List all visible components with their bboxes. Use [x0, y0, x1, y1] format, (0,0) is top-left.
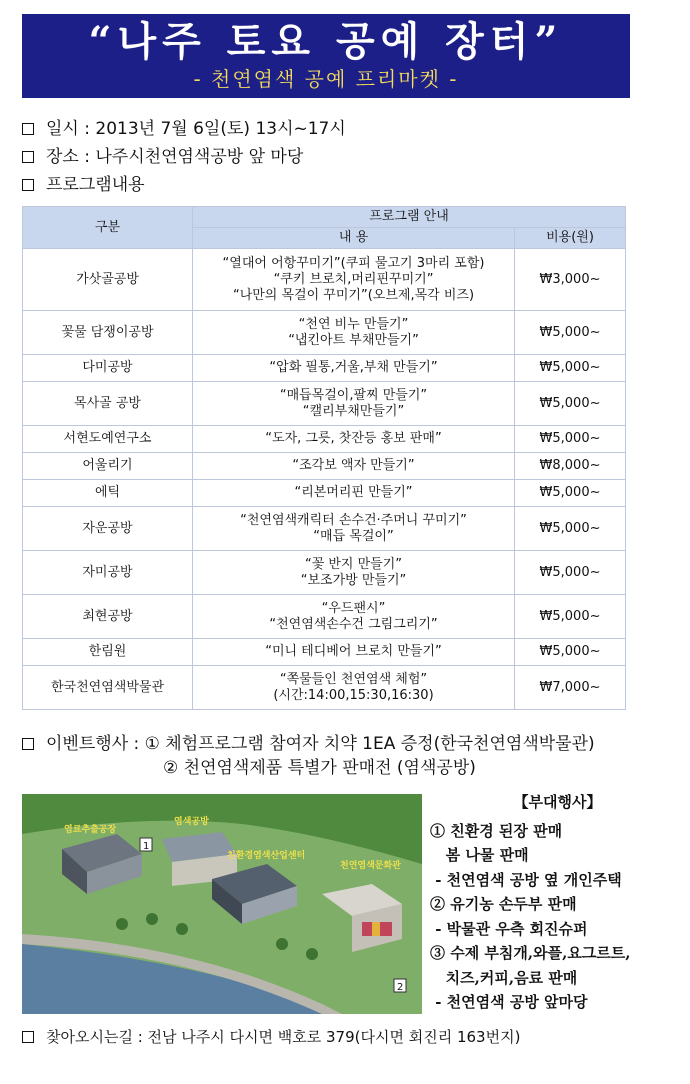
program-content	[193, 666, 515, 710]
program-table-body	[23, 249, 626, 710]
program-price: ₩3,000~	[515, 249, 626, 311]
workshop-name: 에틱	[23, 480, 193, 507]
program-price: ₩5,000~	[515, 382, 626, 426]
workshop-name: 최현공방	[23, 595, 193, 639]
workshop-name: 꽃물 담쟁이공방	[23, 311, 193, 355]
program-content	[193, 551, 515, 595]
program-line: “꽃 반지 만들기”	[304, 556, 403, 572]
table-row	[23, 311, 626, 355]
side-events-list	[430, 819, 685, 1015]
table-row	[23, 480, 626, 507]
title-banner	[22, 14, 630, 98]
program-line: “캘리부채만들기”	[302, 403, 405, 419]
checkbox-icon	[22, 179, 34, 191]
label-culture-hall: 천연염색문화관	[340, 861, 401, 871]
program-heading-line	[22, 174, 145, 196]
table-row	[23, 666, 626, 710]
program-line: “도자, 그릇, 찻잔등 홍보 판매”	[265, 431, 442, 446]
program-line: “매듭 목걸이”	[313, 528, 394, 544]
checkbox-icon	[22, 151, 34, 163]
workshop-name: 한국천연염색박물관	[23, 666, 193, 710]
program-table	[22, 206, 626, 710]
workshop-name: 서현도예연구소	[23, 426, 193, 453]
place-line	[22, 146, 303, 168]
program-line: “냅킨아트 부채만들기”	[288, 332, 419, 348]
program-line: “쪽물들인 천연염색 체험”	[279, 671, 428, 687]
event-section	[22, 732, 595, 780]
side-event-line: - 천연염색 공방 앞마당	[430, 993, 588, 1011]
program-line: “압화 필통,거울,부채 만들기”	[269, 360, 438, 375]
label-dye-workshop: 염색공방	[174, 817, 209, 827]
program-content	[193, 639, 515, 666]
table-row	[23, 595, 626, 639]
side-event-line: ② 유기농 손두부 판매	[430, 895, 577, 913]
datetime-text: 일시 : 2013년 7월 6일(토) 13시~17시	[46, 119, 346, 139]
workshop-name: 자운공방	[23, 507, 193, 551]
program-line: “천연염색손수건 그림그리기”	[269, 616, 438, 632]
program-content	[193, 311, 515, 355]
program-content	[193, 453, 515, 480]
side-event-line: ③ 수제 부침개,와플,요그르트,	[430, 944, 631, 962]
program-line: “미니 테디베어 브로치 만들기”	[265, 644, 442, 659]
program-line: “매듭목걸이,팔찌 만들기”	[279, 387, 428, 403]
event-line-1-text: 이벤트행사 : ① 체험프로그램 참여자 치약 1EA 증정(한국천연염색박물관)	[46, 734, 595, 754]
table-row	[23, 355, 626, 382]
program-line: “보조가방 만들기”	[300, 572, 407, 588]
program-line: “조각보 액자 만들기”	[292, 458, 415, 473]
program-price: ₩7,000~	[515, 666, 626, 710]
page-title: “나주 토요 공예 장터”	[88, 18, 564, 65]
workshop-name: 목사골 공방	[23, 382, 193, 426]
side-event-line: 봄 나물 판매	[430, 846, 529, 864]
program-line: “천연염색캐릭터 손수건·주머니 꾸미기”	[240, 512, 467, 528]
program-line: “천연 비누 만들기”	[298, 316, 409, 332]
program-line: “리본머리핀 만들기”	[294, 485, 413, 500]
directions-text: 찾아오시는길 : 전남 나주시 다시면 백호로 379(다시면 회진리 163번지)	[46, 1028, 521, 1046]
side-event-line: - 박물관 우측 회진슈퍼	[430, 919, 588, 938]
program-price: ₩8,000~	[515, 453, 626, 480]
checkbox-icon	[22, 1031, 34, 1043]
side-event-line: ① 친환경 된장 판매	[430, 821, 563, 840]
program-content	[193, 426, 515, 453]
checkbox-icon	[22, 123, 34, 135]
program-content	[193, 507, 515, 551]
program-price: ₩5,000~	[515, 311, 626, 355]
program-price: ₩5,000~	[515, 426, 626, 453]
program-price: ₩5,000~	[515, 595, 626, 639]
marker-2: 2	[397, 982, 404, 993]
event-line-2: ② 천연염색제품 특별가 판매전 (염색공방)	[163, 758, 476, 778]
table-row	[23, 426, 626, 453]
table-row	[23, 639, 626, 666]
venue-illustration	[22, 794, 422, 1014]
checkbox-icon	[22, 738, 34, 750]
program-line: “우드팬시”	[321, 600, 386, 616]
table-row	[23, 453, 626, 480]
side-event-line: - 천연염색 공방 옆 개인주택	[430, 870, 622, 889]
program-line: “나만의 목걸이 꾸미기”(오브제,목각 비즈)	[232, 287, 475, 303]
program-content	[193, 249, 515, 311]
workshop-name: 어울리기	[23, 453, 193, 480]
program-price: ₩5,000~	[515, 355, 626, 382]
table-row	[23, 507, 626, 551]
workshop-name: 다미공방	[23, 355, 193, 382]
program-price: ₩5,000~	[515, 507, 626, 551]
program-price: ₩5,000~	[515, 480, 626, 507]
place-text: 장소 : 나주시천연염색공방 앞 마당	[46, 147, 304, 167]
page-subtitle: - 천연염색 공예 프리마켓 -	[193, 67, 459, 91]
workshop-name: 한림원	[23, 639, 193, 666]
header-guide: 프로그램 안내	[193, 207, 626, 228]
side-event-line: 치즈,커피,음료 판매	[430, 968, 578, 987]
table-row	[23, 249, 626, 311]
side-events	[430, 790, 685, 1015]
side-events-heading: 【부대행사】	[513, 793, 602, 811]
marker-1: 1	[143, 841, 150, 852]
workshop-name: 가삿골공방	[23, 249, 193, 311]
program-line: “열대어 어항꾸미기”(쿠피 물고기 3마리 포함)	[222, 255, 485, 271]
label-dye-factory: 염료추출공장	[64, 825, 117, 835]
header-content: 내 용	[193, 228, 515, 249]
header-cost: 비용(원)	[515, 228, 626, 249]
program-content	[193, 382, 515, 426]
directions-line	[22, 1026, 520, 1048]
program-price: ₩5,000~	[515, 639, 626, 666]
datetime-line	[22, 118, 346, 140]
program-line: (시간:14:00,15:30,16:30)	[273, 687, 434, 703]
program-price: ₩5,000~	[515, 551, 626, 595]
header-category: 구분	[23, 207, 193, 249]
program-heading-text: 프로그램내용	[46, 175, 145, 195]
program-content	[193, 480, 515, 507]
venue-aerial-image	[22, 794, 422, 1014]
program-line: “쿠키 브로치,머리핀꾸미기”	[273, 271, 434, 287]
event-line-1	[22, 732, 595, 756]
workshop-name: 자미공방	[23, 551, 193, 595]
program-content	[193, 595, 515, 639]
program-content	[193, 355, 515, 382]
table-row	[23, 551, 626, 595]
label-industry-center: 친환경염색산업센터	[227, 851, 306, 861]
table-row	[23, 382, 626, 426]
